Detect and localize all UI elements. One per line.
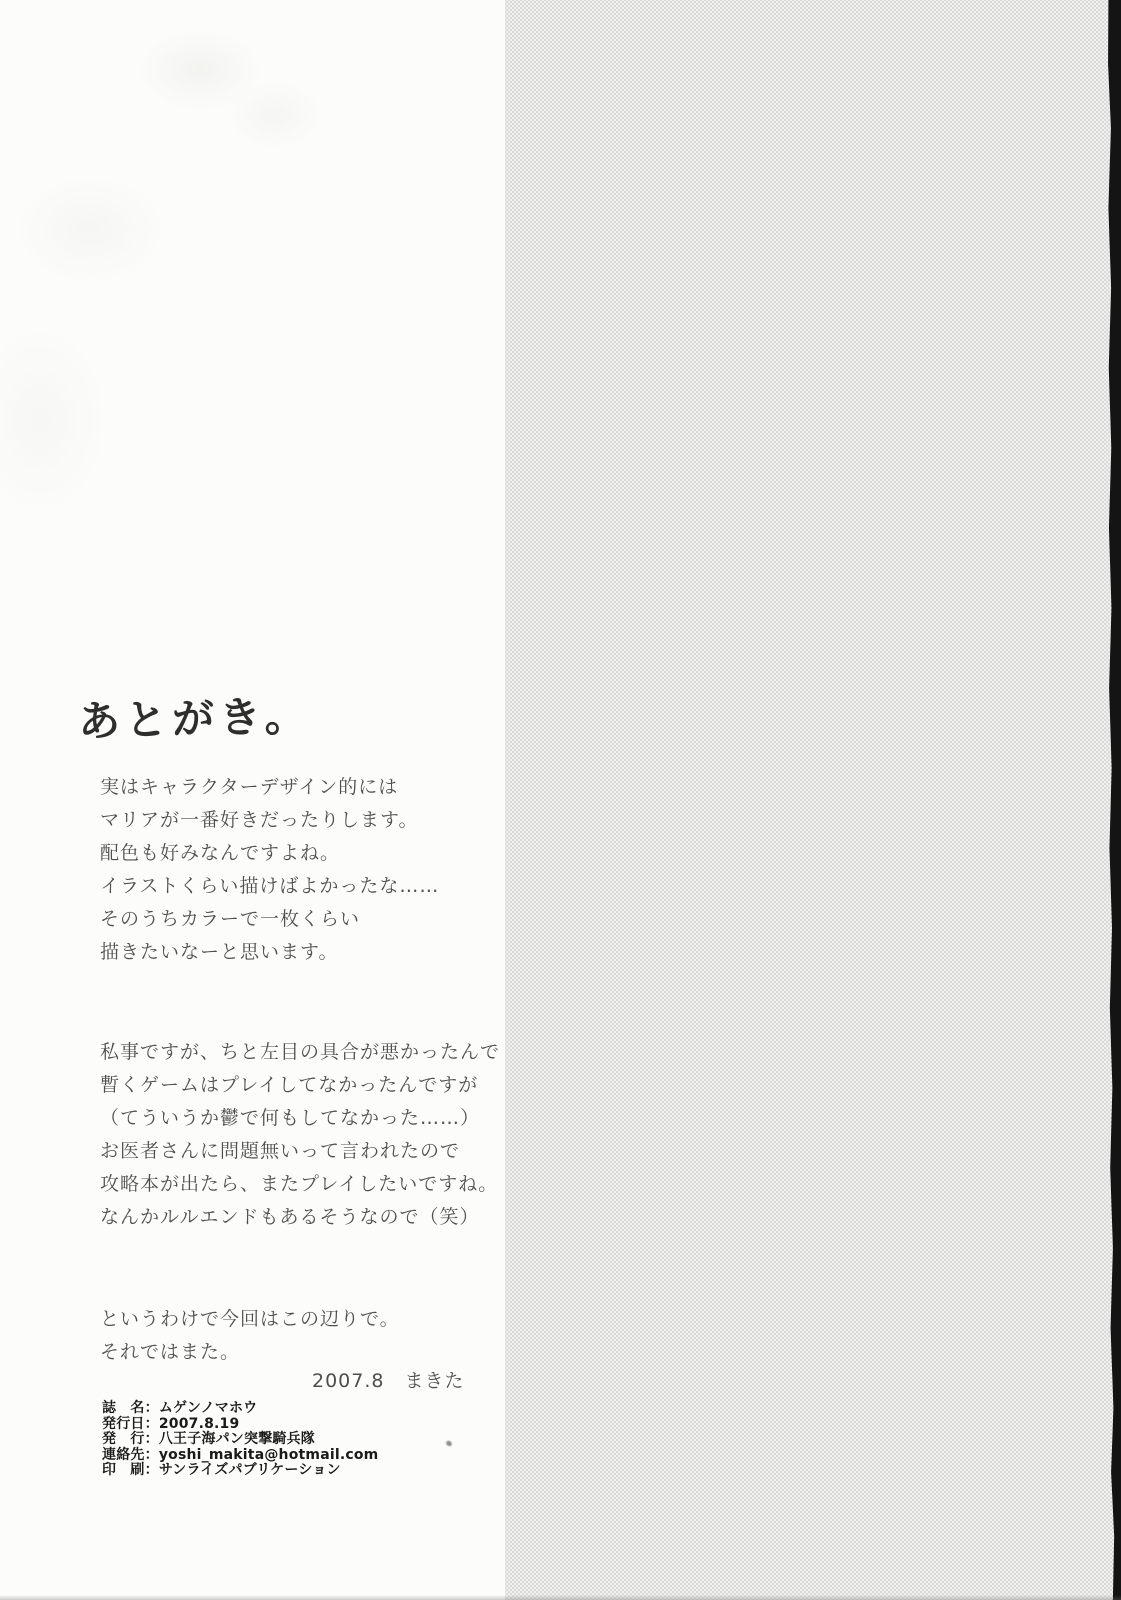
- paper-page: [0, 0, 505, 1600]
- colophon-value: 2007.8.19: [158, 1415, 240, 1432]
- colophon: [102, 1401, 378, 1479]
- paragraph-line: 配色も好みなんですよね。: [100, 842, 341, 864]
- colophon-value: yoshi_makita@hotmail.com: [158, 1446, 379, 1463]
- page-bottom-shadow: [0, 1595, 1121, 1600]
- colophon-value: サンライズパブリケーション: [158, 1462, 341, 1479]
- paragraph-1: [100, 771, 439, 969]
- paragraph-line: お医者さんに問題無いって言われたので: [100, 1140, 461, 1162]
- paragraph-line: というわけで今回はこの辺りで。: [100, 1308, 400, 1330]
- colophon-row-contact: [102, 1448, 378, 1464]
- colophon-row-printer: [102, 1463, 378, 1479]
- colophon-separator: ：: [144, 1446, 159, 1463]
- paragraph-line: なんかルルエンドもあるそうなので（笑）: [100, 1206, 480, 1228]
- date-signature: 2007.8 まきた: [312, 1370, 465, 1392]
- colophon-label: 誌 名: [102, 1400, 145, 1416]
- halftone-background: [505, 0, 1121, 1600]
- paragraph-line: 私事ですが、ちと左目の具合が悪かったんで: [100, 1041, 501, 1063]
- colophon-row-publisher: [102, 1432, 378, 1448]
- paragraph-line: 暫くゲームはプレイしてなかったんですが: [100, 1074, 479, 1096]
- paragraph-line: マリアが一番好きだったりします。: [100, 809, 419, 831]
- paragraph-line: （てういうか鬱で何もしてなかった……）: [100, 1107, 481, 1129]
- paragraph-line: それではまた。: [100, 1341, 241, 1363]
- paragraph-line: 実はキャラクターデザイン的には: [100, 776, 399, 798]
- afterword-title: あとがき。: [77, 690, 312, 747]
- paragraph-line: イラストくらい描けばよかったな……: [100, 875, 440, 897]
- paragraph-line: 攻略本が出たら、またプレイしたいですね。: [100, 1173, 499, 1195]
- colophon-value: 八王子海パン突撃騎兵隊: [158, 1431, 316, 1448]
- colophon-label: 発行日: [102, 1415, 145, 1432]
- colophon-row-title: [102, 1401, 378, 1417]
- paragraph-line: そのうちカラーで一枚くらい: [100, 908, 361, 930]
- colophon-label: 連絡先: [102, 1446, 145, 1463]
- paragraph-line: 描きたいなーと思います。: [100, 941, 339, 963]
- colophon-row-publish-date: [102, 1417, 378, 1433]
- paragraph-2: [100, 1036, 500, 1234]
- ink-speck: [445, 1440, 453, 1448]
- colophon-label: 発 行: [102, 1431, 145, 1448]
- colophon-value: ムゲンノマホウ: [158, 1400, 258, 1416]
- colophon-separator: ：: [144, 1400, 159, 1416]
- colophon-label: 印 刷: [102, 1462, 145, 1479]
- colophon-separator: ：: [144, 1462, 159, 1479]
- colophon-separator: ：: [144, 1415, 159, 1432]
- colophon-separator: ：: [144, 1431, 159, 1448]
- closing-paragraph: [100, 1303, 400, 1369]
